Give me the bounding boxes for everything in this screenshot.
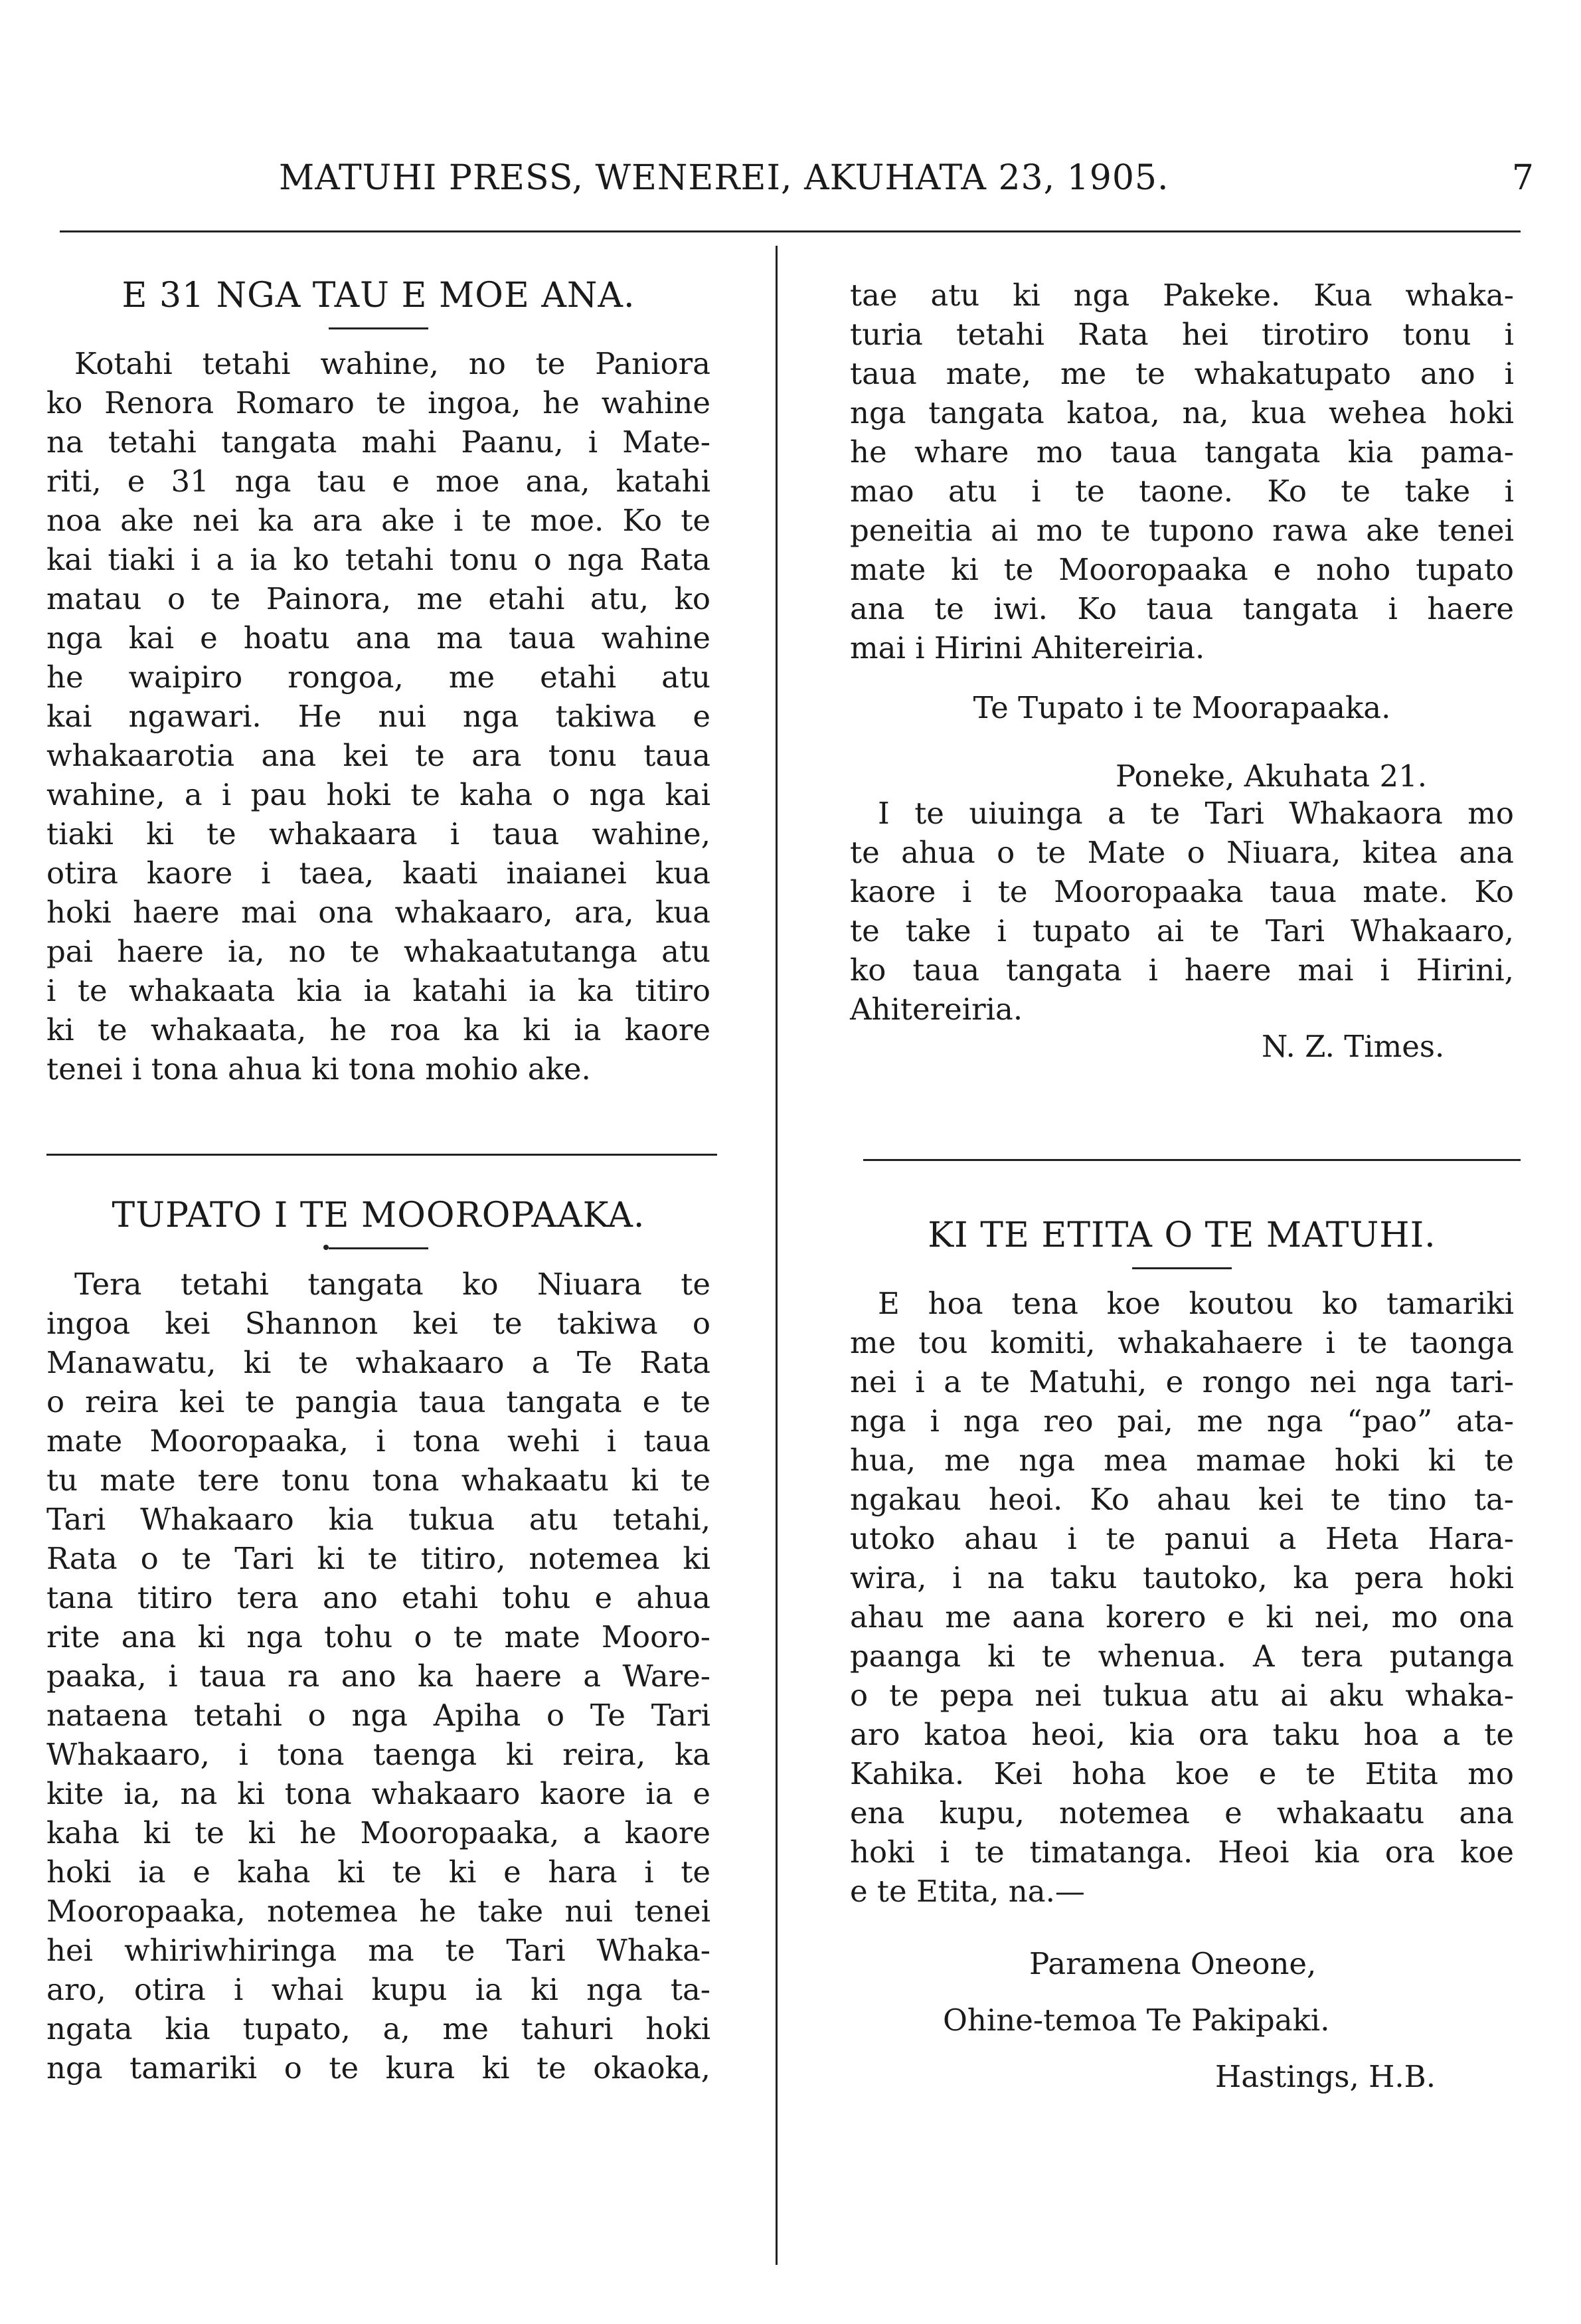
text-line: he waipiro rongoa, me etahi atu <box>46 660 710 695</box>
title-rule <box>329 327 428 329</box>
article1-title: E 31 NGA TAU E MOE ANA. <box>122 276 635 315</box>
text-line: hoki i te timatanga. Heoi kia ora koe <box>850 1834 1514 1870</box>
article2-continued <box>850 276 1514 668</box>
text-line: i te whakaata kia ia katahi ia ka titiro <box>46 973 710 1008</box>
text-line: mate Mooropaaka, i tona wehi i taua <box>46 1423 710 1459</box>
text-line: paanga ki te whenua. A tera putanga <box>850 1639 1514 1674</box>
subsection-title: Te Tupato i te Moorapaaka. <box>973 690 1391 725</box>
text-line: Kahika. Kei hoha koe e te Etita mo <box>850 1756 1514 1791</box>
text-line: I te uiuinga a te Tari Whakaora mo <box>878 796 1514 831</box>
text-line: o te pepa nei tukua atu ai aku whaka- <box>850 1678 1514 1713</box>
text-line: otira kaore i taea, kaati inaianei kua <box>46 855 710 891</box>
text-line: te take i tupato ai te Tari Whakaaro, <box>850 913 1514 948</box>
text-line: wira, i na taku tautoko, ka pera hoki <box>850 1560 1514 1595</box>
signature-location: Hastings, H.B. <box>1215 2059 1436 2094</box>
text-line: nga tamariki o te kura ki te okaoka, <box>46 2050 710 2086</box>
text-line: turia tetahi Rata hei tirotiro tonu i <box>850 317 1514 352</box>
text-line: Tera tetahi tangata ko Niuara te <box>74 1267 710 1302</box>
text-line: nga i nga reo pai, me nga “pao” ata- <box>850 1403 1514 1439</box>
article1-body <box>46 344 710 1089</box>
text-line: me tou komiti, whakahaere i te taonga <box>850 1325 1514 1360</box>
signature-place: Ohine-temoa Te Pakipaki. <box>943 2003 1330 2038</box>
text-line: aro, otira i whai kupu ia ki nga ta- <box>46 1972 710 2007</box>
text-line: Mooropaaka, notemea he take nui tenei <box>46 1894 710 1929</box>
page-header <box>60 158 1534 218</box>
text-line: hua, me nga mea mamae hoki ki te <box>850 1443 1514 1478</box>
text-line: nei i a te Matuhi, e rongo nei nga tari- <box>850 1364 1514 1399</box>
text-line: kai ngawari. He nui nga takiwa e <box>46 699 710 734</box>
text-line: kite ia, na ki tona whakaaro kaore ia e <box>46 1776 710 1811</box>
text-line: nga kai e hoatu ana ma taua wahine <box>46 620 710 656</box>
title-rule <box>329 1247 428 1250</box>
text-line: mate ki te Mooropaaka e noho tupato <box>850 552 1514 587</box>
article3-body <box>850 1284 1514 1911</box>
text-line: nga tangata katoa, na, kua wehea hoki <box>850 395 1514 430</box>
text-line: tiaki ki te whakaara i taua wahine, <box>46 816 710 851</box>
text-line: Rata o te Tari ki te titiro, notemea ki <box>46 1541 710 1576</box>
text-line: utoko ahau i te panui a Heta Hara- <box>850 1521 1514 1556</box>
left-column <box>46 276 710 1089</box>
text-line: ena kupu, notemea e whakaatu ana <box>850 1795 1514 1831</box>
text-line: noa ake nei ka ara ake i te moe. Ko te <box>46 503 710 538</box>
text-line: hoki haere mai ona whakaaro, ara, kua <box>46 895 710 930</box>
text-line: Ahitereiria. <box>850 992 1023 1027</box>
text-line: E hoa tena koe koutou ko tamariki <box>878 1286 1514 1321</box>
text-line: Kotahi tetahi wahine, no te Paniora <box>74 346 710 381</box>
text-line: nataena tetahi o nga Apiha o Te Tari <box>46 1698 710 1733</box>
right-column <box>850 276 1514 1064</box>
article2-body <box>46 1265 710 2088</box>
text-line: ko taua tangata i haere mai i Hirini, <box>850 952 1514 988</box>
newspaper-title: MATUHI PRESS, WENEREI, AKUHATA 23, 1905. <box>279 158 1169 198</box>
subsection-body <box>850 794 1514 1029</box>
section-rule <box>46 1154 717 1156</box>
text-line: tana titiro tera ano etahi tohu e ahua <box>46 1580 710 1615</box>
text-line: taua mate, me te whakatupato ano i <box>850 356 1514 391</box>
text-line: ana te iwi. Ko taua tangata i haere <box>850 591 1514 626</box>
text-line: hoki ia e kaha ki te ki e hara i te <box>46 1854 710 1890</box>
left-column-lower <box>46 1196 710 2088</box>
section-rule <box>863 1159 1521 1161</box>
text-line: Whakaaro, i tona taenga ki reira, ka <box>46 1737 710 1772</box>
page-number: 7 <box>1511 158 1534 198</box>
article3-title: KI TE ETITA O TE MATUHI. <box>928 1215 1436 1255</box>
text-line: kaha ki te ki he Mooropaaka, a kaore <box>46 1815 710 1850</box>
text-line: peneitia ai mo te tupono rawa ake tenei <box>850 513 1514 548</box>
right-column-lower <box>850 1215 1514 1911</box>
text-line: matau o te Painora, me etahi atu, ko <box>46 581 710 616</box>
text-line: he whare mo taua tangata kia pama- <box>850 434 1514 470</box>
text-line: ko Renora Romaro te ingoa, he wahine <box>46 385 710 420</box>
dateline: Poneke, Akuhata 21. <box>1116 759 1428 794</box>
text-line: mai i Hirini Ahitereiria. <box>850 630 1205 666</box>
text-line: te ahua o te Mate o Niuara, kitea ana <box>850 835 1514 870</box>
text-line: na tetahi tangata mahi Paanu, i Mate- <box>46 424 710 460</box>
column-divider <box>776 246 778 2265</box>
text-line: tae atu ki nga Pakeke. Kua whaka- <box>850 278 1514 313</box>
title-rule <box>1132 1267 1232 1269</box>
text-line: ahau me aana korero e ki nei, mo ona <box>850 1599 1514 1635</box>
signature-name: Paramena Oneone, <box>1029 1946 1317 1981</box>
article2-title: TUPATO I TE MOOROPAAKA. <box>112 1196 645 1235</box>
text-line: kaore i te Mooropaaka taua mate. Ko <box>850 874 1514 909</box>
text-line: Manawatu, ki te whakaaro a Te Rata <box>46 1345 710 1380</box>
text-line: rite ana ki nga tohu o te mate Mooro- <box>46 1619 710 1654</box>
text-line: whakaarotia ana kei te ara tonu taua <box>46 738 710 773</box>
text-line: e te Etita, na.— <box>850 1874 1085 1909</box>
text-line: Tari Whakaaro kia tukua atu tetahi, <box>46 1502 710 1537</box>
text-line: mao atu i te taone. Ko te take i <box>850 474 1514 509</box>
text-line: o reira kei te pangia taua tangata e te <box>46 1384 710 1419</box>
text-line: ngata kia tupato, a, me tahuri hoki <box>46 2011 710 2046</box>
text-line: ki te whakaata, he roa ka ki ia kaore <box>46 1012 710 1047</box>
text-line: riti, e 31 nga tau e moe ana, katahi <box>46 464 710 499</box>
text-line: ngakau heoi. Ko ahau kei te tino ta- <box>850 1482 1514 1517</box>
text-line: hei whiriwhiringa ma te Tari Whaka- <box>46 1933 710 1968</box>
text-line: tu mate tere tonu tona whakaatu ki te <box>46 1463 710 1498</box>
text-line: tenei i tona ahua ki tona mohio ake. <box>46 1051 591 1087</box>
text-line: ingoa kei Shannon kei te takiwa o <box>46 1306 710 1341</box>
header-rule <box>60 230 1521 232</box>
text-line: paaka, i taua ra ano ka haere a Ware- <box>46 1658 710 1694</box>
text-line: aro katoa heoi, kia ora taku hoa a te <box>850 1717 1514 1752</box>
text-line: pai haere ia, no te whakaatutanga atu <box>46 934 710 969</box>
source-credit: N. Z. Times. <box>1262 1029 1445 1064</box>
text-line: wahine, a i pau hoki te kaha o nga kai <box>46 777 710 812</box>
text-line: kai tiaki i a ia ko tetahi tonu o nga Rata <box>46 542 710 577</box>
